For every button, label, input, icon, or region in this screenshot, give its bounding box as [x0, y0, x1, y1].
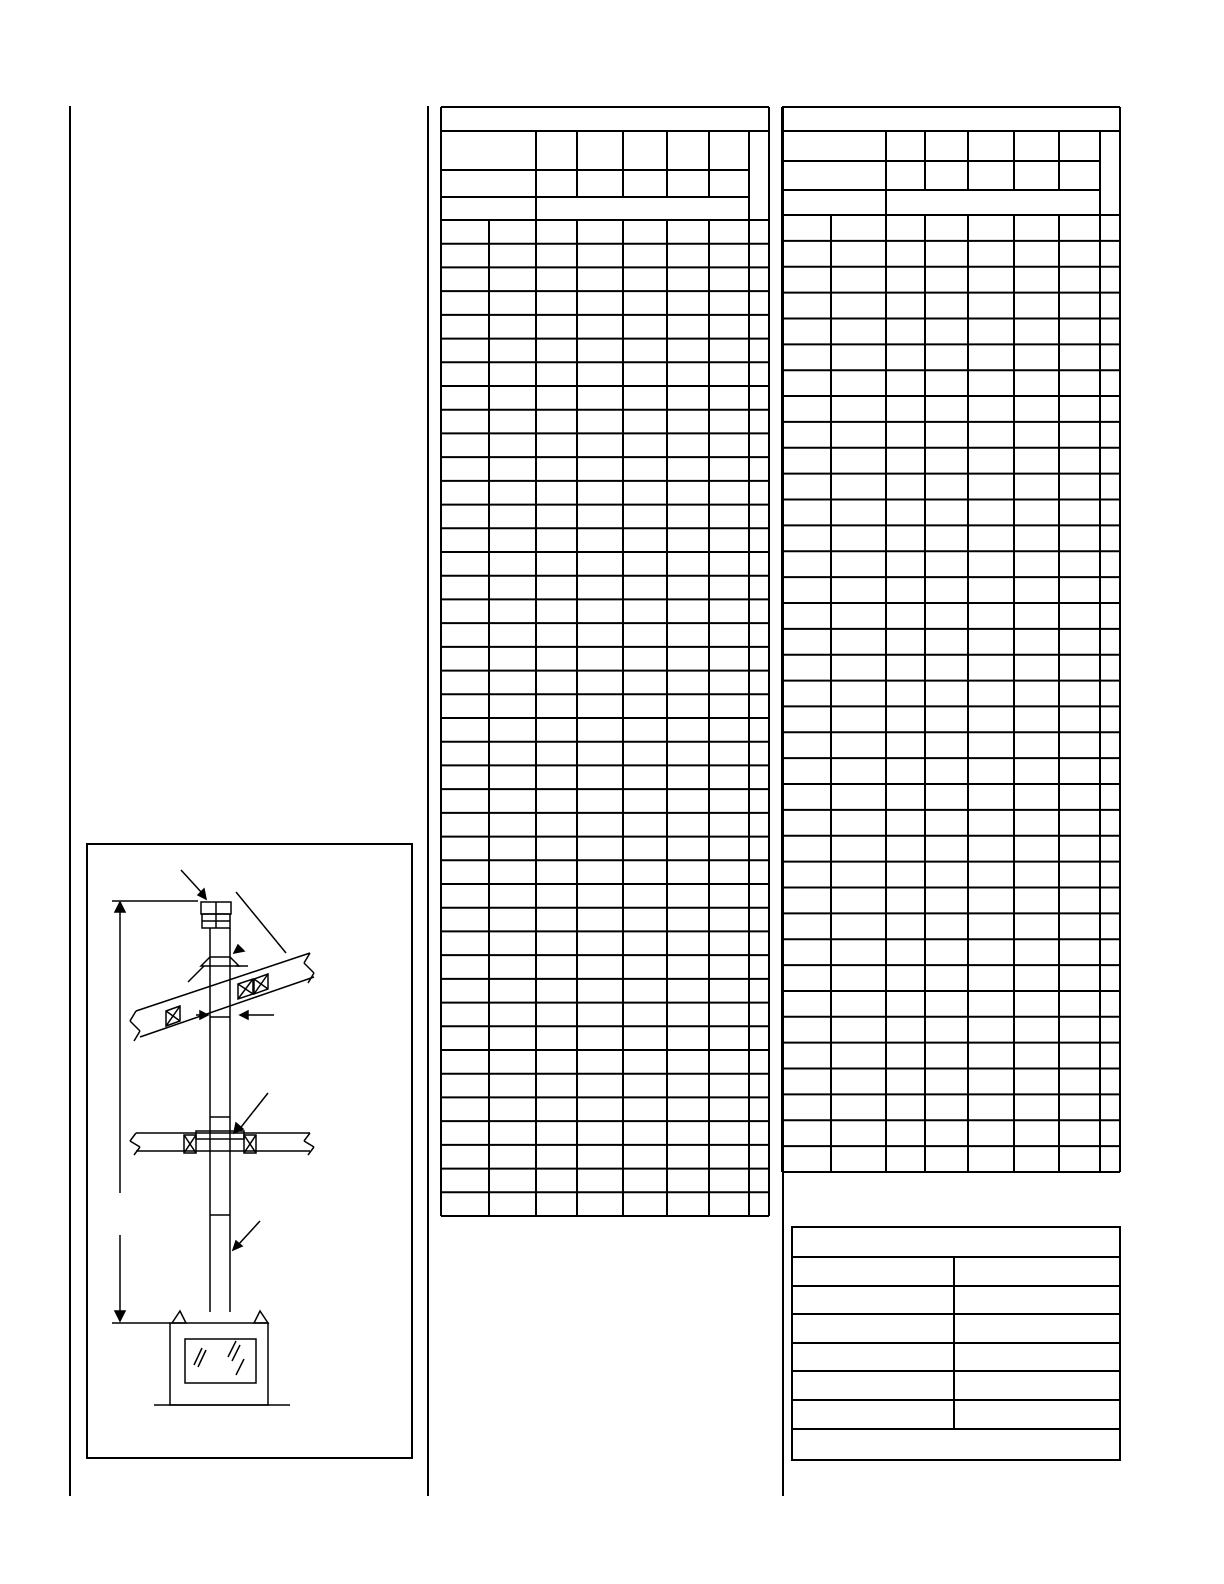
summary-table	[791, 1226, 1123, 1462]
vent-table-right	[781, 106, 1123, 1174]
left-column-text	[84, 110, 404, 810]
left-column-rule	[69, 106, 71, 1496]
middle-column-rule	[427, 106, 429, 1496]
vent-table-left	[440, 106, 772, 1218]
vent-installation-drawing	[88, 845, 411, 1457]
vent-installation-figure	[86, 843, 413, 1459]
